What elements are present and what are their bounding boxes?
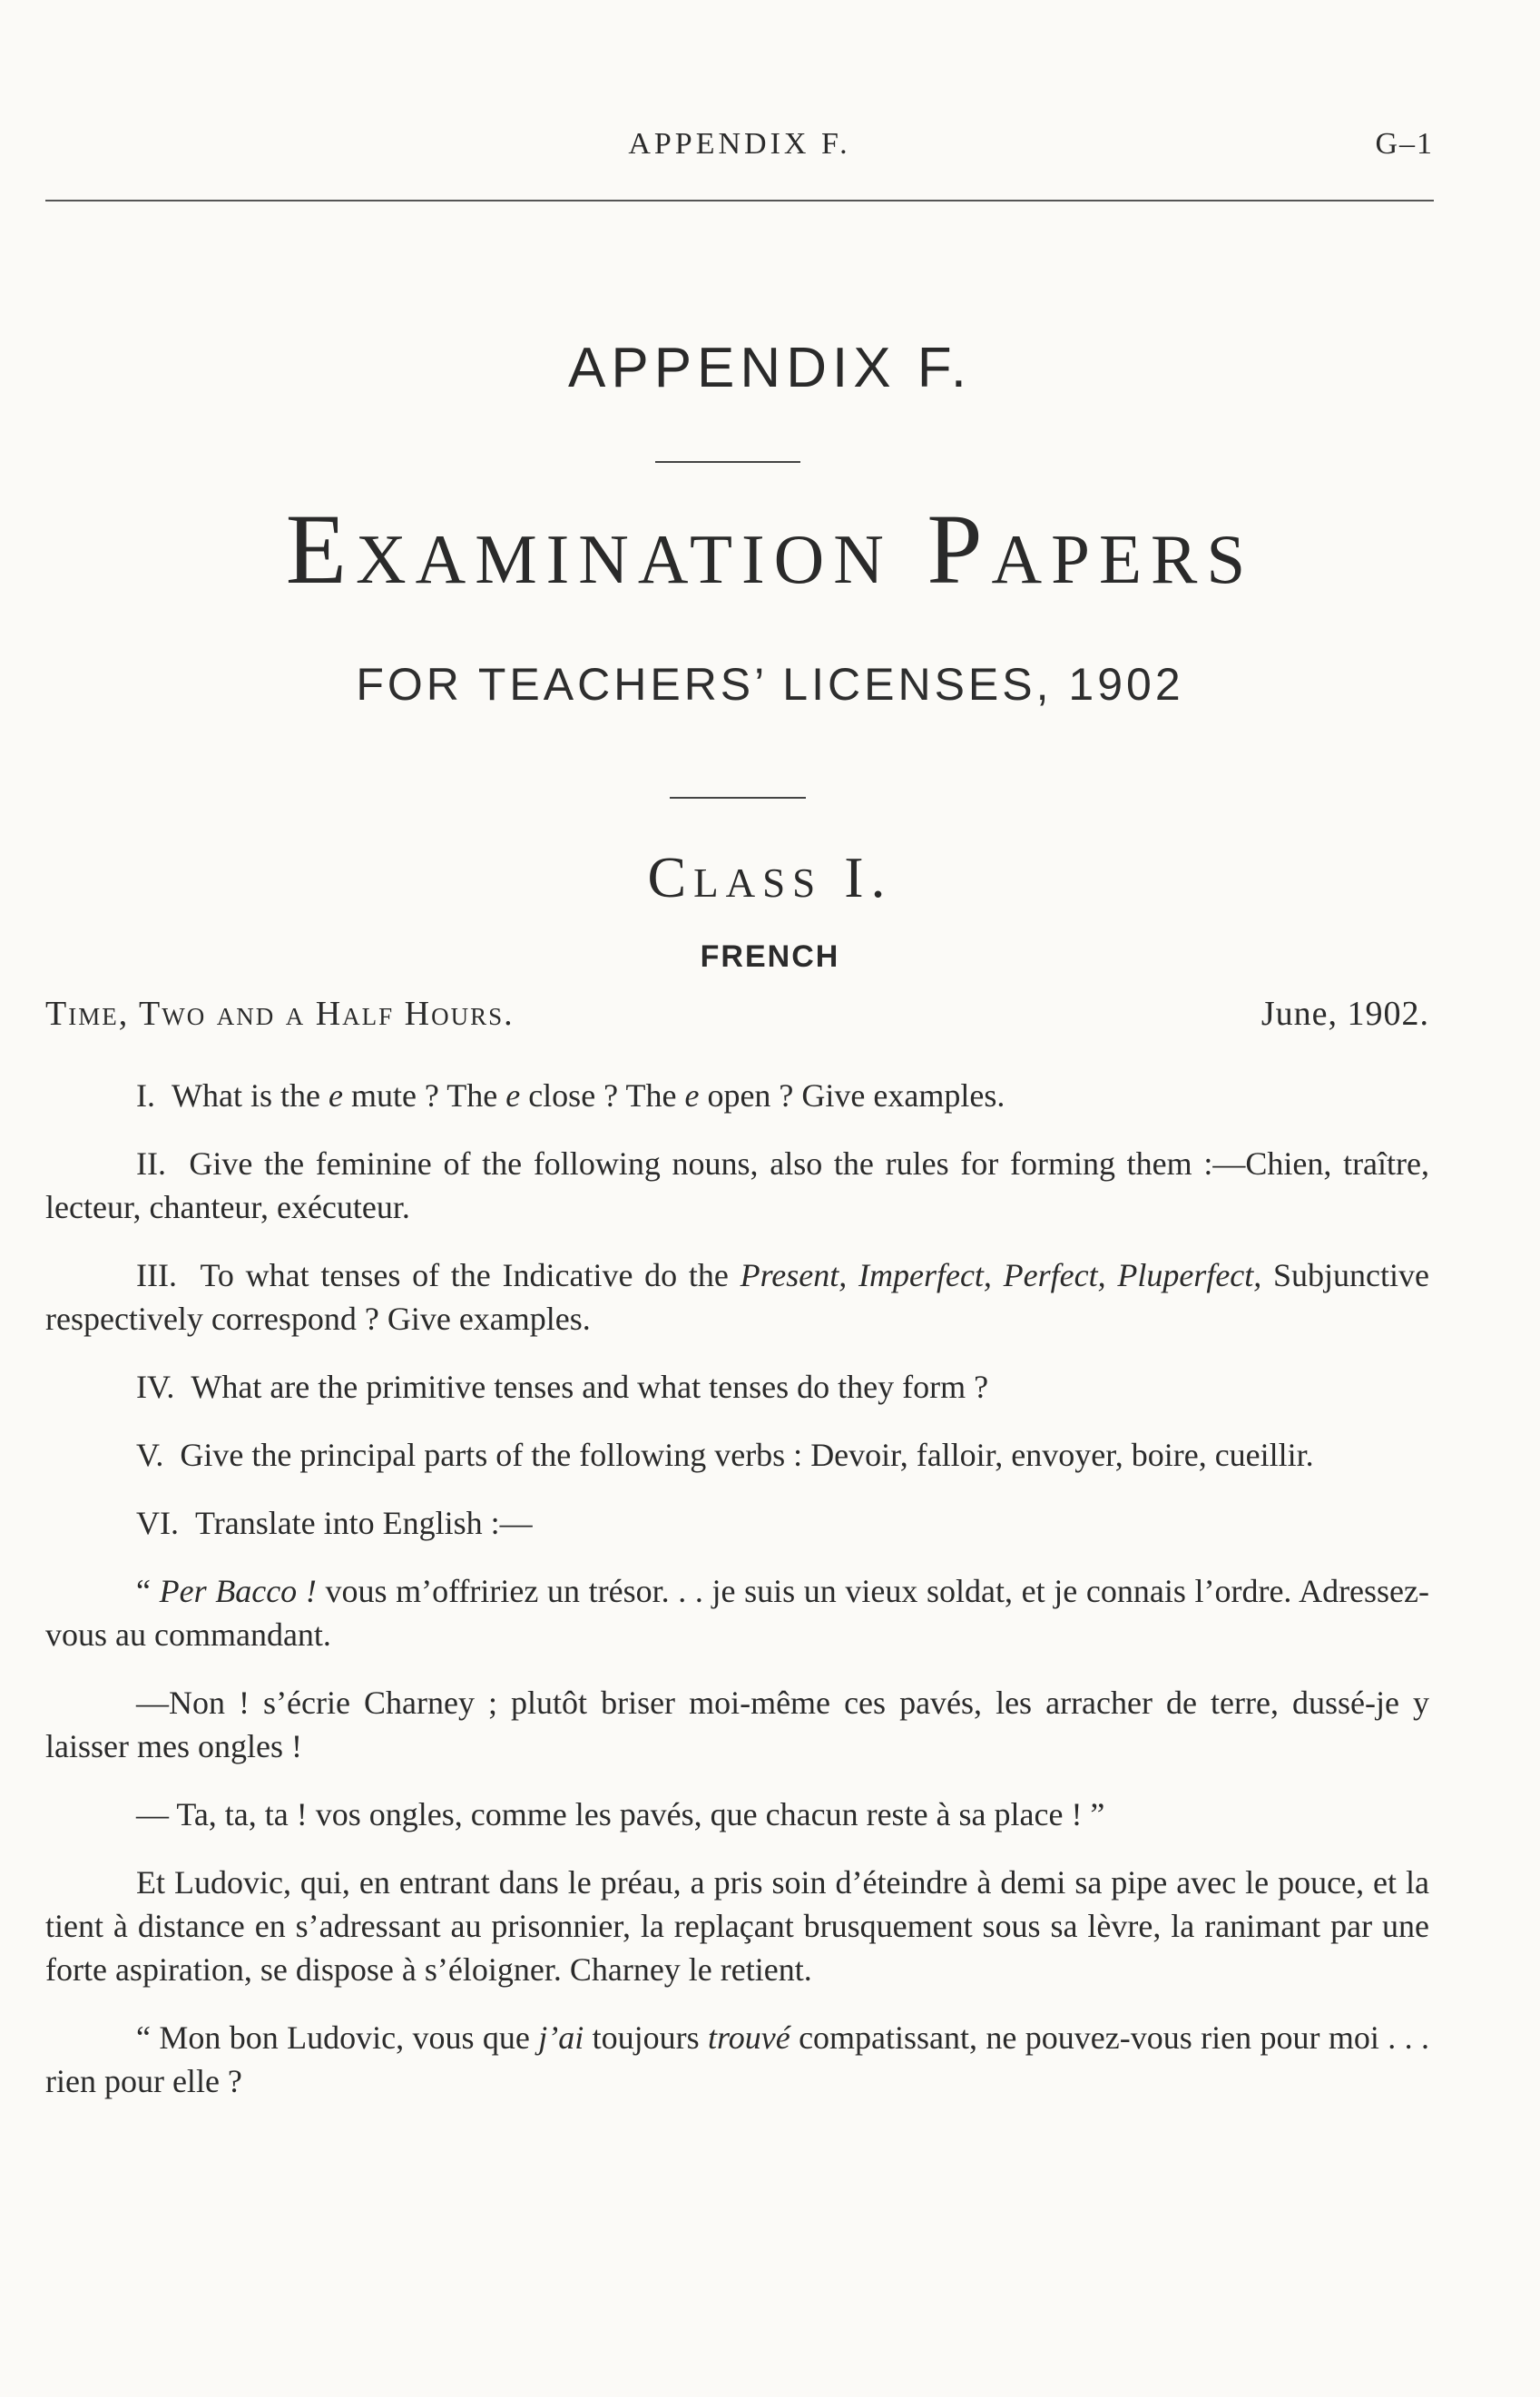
- passage-paragraph-5: [45, 2016, 1429, 2103]
- question-5: [45, 1433, 1429, 1477]
- exam-date: June, 1902.: [1260, 995, 1429, 1033]
- licenses-subtitle: FOR TEACHERS’ LICENSES, 1902: [356, 659, 1184, 710]
- passage-text: toujours: [584, 2019, 709, 2056]
- title-divider: [655, 461, 800, 463]
- class-heading: Class I.: [647, 845, 893, 909]
- question-text: Subjunctive respectively correspond ? Give examples.: [45, 1257, 1429, 1337]
- question-2: [45, 1142, 1429, 1229]
- question-number: IV.: [136, 1369, 175, 1405]
- question-number: VI.: [136, 1505, 179, 1541]
- passage-paragraph-3: — Ta, ta, ta ! vos ongles, comme les pavés, que chacun reste à sa place ! ”: [136, 1796, 1105, 1832]
- section-divider: [670, 797, 806, 799]
- passage-paragraph-4: Et Ludovic, qui, en entrant dans le préau, a pris soin d’éteindre à demi sa pipe avec le pouce, et la tient à distance en s’adressant au prisonnier, la replaçant brusquement sous sa lèvre, la ranimant par une forte aspiration, se dispose à s’éloigner. Charney le retient.: [45, 1864, 1429, 1988]
- exam-meta: [45, 994, 1429, 1039]
- question-number: V.: [136, 1437, 164, 1473]
- italic-letter: e: [328, 1077, 343, 1114]
- italic-tenses: Present, Imperfect, Perfect, Pluperfect,: [740, 1257, 1262, 1293]
- running-header: [45, 127, 1434, 172]
- question-number: II.: [136, 1145, 166, 1182]
- running-header-title: APPENDIX F.: [628, 127, 851, 161]
- exam-body: [45, 1074, 1429, 2127]
- passage-italic: trouvé: [708, 2019, 790, 2056]
- question-text: Translate into English :—: [195, 1505, 533, 1541]
- exam-title: Examination Papers: [285, 494, 1255, 604]
- passage-text: vous m’offririez un trésor. . . je suis un vieux soldat, et je connais l’ordre. Adressez-vous au commandant.: [45, 1573, 1429, 1653]
- passage-text: “ Mon bon Ludovic, vous que: [136, 2019, 539, 2056]
- italic-letter: e: [684, 1077, 700, 1114]
- question-text: What are the primitive tenses and what tenses do they form ?: [191, 1369, 989, 1405]
- passage-italic: j’ai: [538, 2019, 584, 2056]
- question-4: [45, 1365, 1429, 1409]
- question-text: close ? The: [520, 1077, 685, 1114]
- question-text: mute ? The: [342, 1077, 506, 1114]
- subject-heading: FRENCH: [700, 939, 840, 974]
- passage-paragraph-2: —Non ! s’écrie Charney ; plutôt briser moi-même ces pavés, les arracher de terre, dussé-je y laisser mes ongles !: [45, 1685, 1429, 1764]
- passage-text: “: [136, 1573, 160, 1609]
- question-number: I.: [136, 1077, 155, 1114]
- appendix-title: APPENDIX F.: [568, 337, 972, 399]
- question-text: To what tenses of the Indicative do the: [200, 1257, 741, 1293]
- question-3: [45, 1253, 1429, 1341]
- question-1: [45, 1074, 1429, 1117]
- passage-text: compatissant, ne pouvez-vous rien pour moi . . . rien pour elle ?: [45, 2019, 1430, 2099]
- exam-duration: Time, Two and a Half Hours.: [45, 995, 515, 1033]
- question-number: III.: [136, 1257, 177, 1293]
- passage-paragraph-1: [45, 1569, 1429, 1656]
- question-text: Give the feminine of the following nouns, also the rules for forming them :—Chien, traître, lecteur, chanteur, exécuteur.: [45, 1145, 1430, 1225]
- header-divider: [45, 200, 1434, 201]
- passage-italic: Per Bacco !: [159, 1573, 317, 1609]
- question-text: open ? Give examples.: [699, 1077, 1005, 1114]
- question-6: [45, 1501, 1429, 1545]
- italic-letter: e: [505, 1077, 521, 1114]
- page-number: G–1: [1375, 127, 1434, 161]
- question-text: Give the principal parts of the following verbs : Devoir, falloir, envoyer, boire, cueillir.: [180, 1437, 1314, 1473]
- question-text: What is the: [172, 1077, 329, 1114]
